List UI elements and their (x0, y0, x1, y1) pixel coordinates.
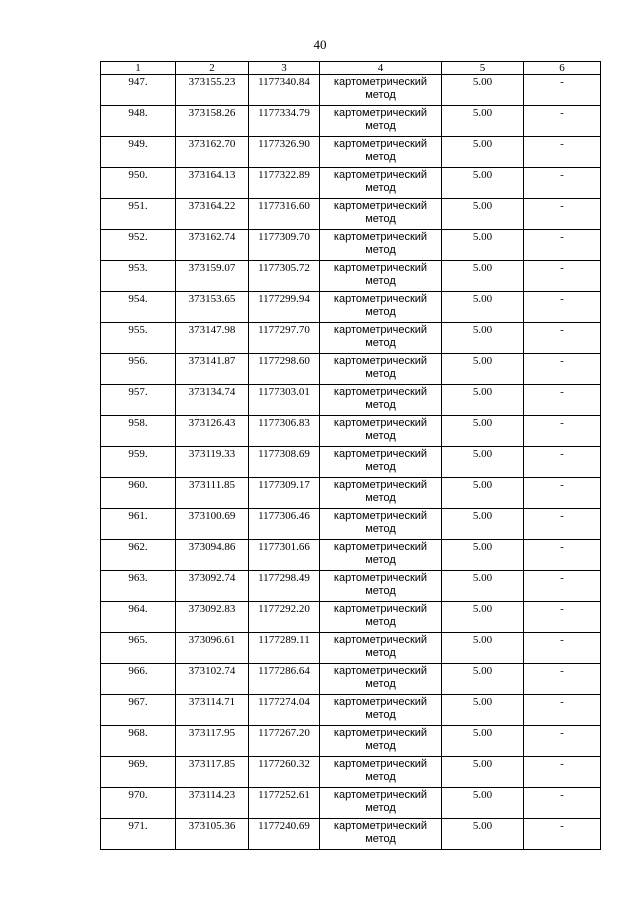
accuracy-cell: 5.00 (442, 788, 524, 819)
x-coordinate-cell: 373164.13 (176, 168, 249, 199)
y-coordinate-cell: 1177309.70 (249, 230, 320, 261)
accuracy-cell: 5.00 (442, 354, 524, 385)
method-line-2: метод (365, 492, 396, 504)
x-coordinate-cell: 373158.26 (176, 106, 249, 137)
accuracy-cell: 5.00 (442, 602, 524, 633)
table-header-row (101, 62, 601, 75)
table-row (101, 323, 601, 354)
method-line-2: метод (365, 616, 396, 628)
x-coordinate-cell: 373159.07 (176, 261, 249, 292)
column-header: 4 (320, 62, 442, 75)
column-header: 6 (524, 62, 601, 75)
method-line-1: картометрический (333, 262, 428, 274)
point-number-cell: 950. (101, 168, 176, 199)
note-cell: - (524, 261, 601, 292)
table-row (101, 540, 601, 571)
accuracy-cell: 5.00 (442, 509, 524, 540)
method-line-2: метод (365, 244, 396, 256)
accuracy-cell: 5.00 (442, 75, 524, 106)
method-line-2: метод (365, 647, 396, 659)
method-line-1: картометрический (333, 107, 428, 119)
accuracy-cell: 5.00 (442, 695, 524, 726)
accuracy-cell: 5.00 (442, 106, 524, 137)
method-cell (320, 633, 442, 664)
method-line-2: метод (365, 306, 396, 318)
method-line-1: картометрический (333, 634, 428, 646)
note-cell: - (524, 509, 601, 540)
method-cell (320, 354, 442, 385)
y-coordinate-cell: 1177292.20 (249, 602, 320, 633)
method-line-1: картометрический (333, 727, 428, 739)
y-coordinate-cell: 1177316.60 (249, 199, 320, 230)
y-coordinate-cell: 1177267.20 (249, 726, 320, 757)
x-coordinate-cell: 373162.74 (176, 230, 249, 261)
y-coordinate-cell: 1177326.90 (249, 137, 320, 168)
table-row (101, 819, 601, 850)
y-coordinate-cell: 1177298.60 (249, 354, 320, 385)
coordinates-table (100, 61, 601, 850)
accuracy-cell: 5.00 (442, 478, 524, 509)
x-coordinate-cell: 373147.98 (176, 323, 249, 354)
x-coordinate-cell: 373164.22 (176, 199, 249, 230)
x-coordinate-cell: 373155.23 (176, 75, 249, 106)
method-line-2: метод (365, 430, 396, 442)
method-line-2: метод (365, 740, 396, 752)
accuracy-cell: 5.00 (442, 199, 524, 230)
y-coordinate-cell: 1177252.61 (249, 788, 320, 819)
x-coordinate-cell: 373102.74 (176, 664, 249, 695)
method-line-1: картометрический (333, 448, 428, 460)
method-line-2: метод (365, 89, 396, 101)
column-header: 1 (101, 62, 176, 75)
table-row (101, 168, 601, 199)
y-coordinate-cell: 1177297.70 (249, 323, 320, 354)
method-line-2: метод (365, 802, 396, 814)
note-cell: - (524, 75, 601, 106)
point-number-cell: 965. (101, 633, 176, 664)
table-row (101, 571, 601, 602)
method-cell (320, 664, 442, 695)
note-cell: - (524, 664, 601, 695)
method-line-1: картометрический (333, 200, 428, 212)
accuracy-cell: 5.00 (442, 323, 524, 354)
method-cell (320, 509, 442, 540)
x-coordinate-cell: 373162.70 (176, 137, 249, 168)
method-line-1: картометрический (333, 789, 428, 801)
note-cell: - (524, 354, 601, 385)
point-number-cell: 963. (101, 571, 176, 602)
method-line-1: картометрический (333, 386, 428, 398)
x-coordinate-cell: 373094.86 (176, 540, 249, 571)
accuracy-cell: 5.00 (442, 757, 524, 788)
point-number-cell: 948. (101, 106, 176, 137)
y-coordinate-cell: 1177260.32 (249, 757, 320, 788)
method-line-2: метод (365, 182, 396, 194)
y-coordinate-cell: 1177306.46 (249, 509, 320, 540)
column-header: 5 (442, 62, 524, 75)
method-line-2: метод (365, 678, 396, 690)
method-line-1: картометрический (333, 138, 428, 150)
y-coordinate-cell: 1177299.94 (249, 292, 320, 323)
note-cell: - (524, 633, 601, 664)
y-coordinate-cell: 1177334.79 (249, 106, 320, 137)
x-coordinate-cell: 373092.83 (176, 602, 249, 633)
table-row (101, 602, 601, 633)
method-line-1: картометрический (333, 665, 428, 677)
accuracy-cell: 5.00 (442, 664, 524, 695)
point-number-cell: 956. (101, 354, 176, 385)
note-cell: - (524, 168, 601, 199)
note-cell: - (524, 106, 601, 137)
y-coordinate-cell: 1177340.84 (249, 75, 320, 106)
point-number-cell: 951. (101, 199, 176, 230)
method-cell (320, 137, 442, 168)
x-coordinate-cell: 373105.36 (176, 819, 249, 850)
point-number-cell: 957. (101, 385, 176, 416)
accuracy-cell: 5.00 (442, 571, 524, 602)
x-coordinate-cell: 373117.95 (176, 726, 249, 757)
page-number: 40 (313, 37, 327, 52)
accuracy-cell: 5.00 (442, 416, 524, 447)
method-line-2: метод (365, 399, 396, 411)
method-cell (320, 788, 442, 819)
method-line-2: метод (365, 213, 396, 225)
method-line-1: картометрический (333, 417, 428, 429)
method-cell (320, 199, 442, 230)
note-cell: - (524, 695, 601, 726)
note-cell: - (524, 757, 601, 788)
note-cell: - (524, 540, 601, 571)
point-number-cell: 961. (101, 509, 176, 540)
method-cell (320, 106, 442, 137)
x-coordinate-cell: 373134.74 (176, 385, 249, 416)
point-number-cell: 955. (101, 323, 176, 354)
table-row (101, 106, 601, 137)
accuracy-cell: 5.00 (442, 726, 524, 757)
point-number-cell: 959. (101, 447, 176, 478)
table-row (101, 509, 601, 540)
point-number-cell: 947. (101, 75, 176, 106)
method-cell (320, 292, 442, 323)
method-cell (320, 416, 442, 447)
note-cell: - (524, 385, 601, 416)
y-coordinate-cell: 1177322.89 (249, 168, 320, 199)
table-row (101, 137, 601, 168)
method-line-1: картометрический (333, 541, 428, 553)
accuracy-cell: 5.00 (442, 292, 524, 323)
table-row (101, 75, 601, 106)
method-cell (320, 75, 442, 106)
column-header: 2 (176, 62, 249, 75)
note-cell: - (524, 447, 601, 478)
point-number-cell: 970. (101, 788, 176, 819)
method-line-2: метод (365, 709, 396, 721)
table-row (101, 664, 601, 695)
y-coordinate-cell: 1177240.69 (249, 819, 320, 850)
note-cell: - (524, 478, 601, 509)
table-row (101, 292, 601, 323)
point-number-cell: 960. (101, 478, 176, 509)
method-line-2: метод (365, 151, 396, 163)
accuracy-cell: 5.00 (442, 540, 524, 571)
method-line-2: метод (365, 585, 396, 597)
y-coordinate-cell: 1177301.66 (249, 540, 320, 571)
x-coordinate-cell: 373114.23 (176, 788, 249, 819)
method-line-1: картометрический (333, 355, 428, 367)
y-coordinate-cell: 1177289.11 (249, 633, 320, 664)
point-number-cell: 971. (101, 819, 176, 850)
method-line-2: метод (365, 554, 396, 566)
method-line-1: картометрический (333, 169, 428, 181)
method-line-2: метод (365, 275, 396, 287)
table-row (101, 633, 601, 664)
y-coordinate-cell: 1177306.83 (249, 416, 320, 447)
accuracy-cell: 5.00 (442, 137, 524, 168)
note-cell: - (524, 726, 601, 757)
table-row (101, 261, 601, 292)
method-cell (320, 447, 442, 478)
y-coordinate-cell: 1177305.72 (249, 261, 320, 292)
method-line-1: картометрический (333, 479, 428, 491)
note-cell: - (524, 199, 601, 230)
method-line-2: метод (365, 833, 396, 845)
x-coordinate-cell: 373111.85 (176, 478, 249, 509)
table-row (101, 447, 601, 478)
method-line-1: картометрический (333, 758, 428, 770)
accuracy-cell: 5.00 (442, 633, 524, 664)
table-row (101, 354, 601, 385)
note-cell: - (524, 323, 601, 354)
point-number-cell: 966. (101, 664, 176, 695)
table-row (101, 726, 601, 757)
method-line-1: картометрический (333, 603, 428, 615)
method-cell (320, 726, 442, 757)
method-line-1: картометрический (333, 820, 428, 832)
method-line-2: метод (365, 771, 396, 783)
method-cell (320, 602, 442, 633)
method-line-2: метод (365, 523, 396, 535)
y-coordinate-cell: 1177274.04 (249, 695, 320, 726)
y-coordinate-cell: 1177298.49 (249, 571, 320, 602)
x-coordinate-cell: 373153.65 (176, 292, 249, 323)
accuracy-cell: 5.00 (442, 385, 524, 416)
method-cell (320, 478, 442, 509)
method-line-1: картометрический (333, 231, 428, 243)
point-number-cell: 953. (101, 261, 176, 292)
method-cell (320, 261, 442, 292)
note-cell: - (524, 819, 601, 850)
method-cell (320, 571, 442, 602)
method-cell (320, 695, 442, 726)
y-coordinate-cell: 1177309.17 (249, 478, 320, 509)
point-number-cell: 967. (101, 695, 176, 726)
note-cell: - (524, 137, 601, 168)
method-line-2: метод (365, 368, 396, 380)
table-body (101, 75, 601, 850)
note-cell: - (524, 230, 601, 261)
method-cell (320, 540, 442, 571)
method-cell (320, 757, 442, 788)
method-line-1: картометрический (333, 510, 428, 522)
x-coordinate-cell: 373092.74 (176, 571, 249, 602)
accuracy-cell: 5.00 (442, 447, 524, 478)
y-coordinate-cell: 1177286.64 (249, 664, 320, 695)
x-coordinate-cell: 373096.61 (176, 633, 249, 664)
y-coordinate-cell: 1177303.01 (249, 385, 320, 416)
table-row (101, 757, 601, 788)
point-number-cell: 958. (101, 416, 176, 447)
method-cell (320, 230, 442, 261)
x-coordinate-cell: 373119.33 (176, 447, 249, 478)
method-line-2: метод (365, 337, 396, 349)
method-cell (320, 385, 442, 416)
method-line-1: картометрический (333, 572, 428, 584)
method-line-2: метод (365, 461, 396, 473)
point-number-cell: 968. (101, 726, 176, 757)
x-coordinate-cell: 373100.69 (176, 509, 249, 540)
point-number-cell: 949. (101, 137, 176, 168)
method-cell (320, 323, 442, 354)
table-row (101, 478, 601, 509)
table-row (101, 230, 601, 261)
method-line-1: картометрический (333, 696, 428, 708)
method-cell (320, 168, 442, 199)
accuracy-cell: 5.00 (442, 261, 524, 292)
accuracy-cell: 5.00 (442, 819, 524, 850)
y-coordinate-cell: 1177308.69 (249, 447, 320, 478)
note-cell: - (524, 292, 601, 323)
method-line-1: картометрический (333, 324, 428, 336)
table-row (101, 788, 601, 819)
x-coordinate-cell: 373141.87 (176, 354, 249, 385)
x-coordinate-cell: 373117.85 (176, 757, 249, 788)
accuracy-cell: 5.00 (442, 230, 524, 261)
method-line-1: картометрический (333, 76, 428, 88)
method-line-2: метод (365, 120, 396, 132)
table-row (101, 695, 601, 726)
table-row (101, 199, 601, 230)
point-number-cell: 954. (101, 292, 176, 323)
note-cell: - (524, 416, 601, 447)
note-cell: - (524, 602, 601, 633)
accuracy-cell: 5.00 (442, 168, 524, 199)
point-number-cell: 952. (101, 230, 176, 261)
point-number-cell: 964. (101, 602, 176, 633)
note-cell: - (524, 788, 601, 819)
method-line-1: картометрический (333, 293, 428, 305)
note-cell: - (524, 571, 601, 602)
x-coordinate-cell: 373126.43 (176, 416, 249, 447)
column-header: 3 (249, 62, 320, 75)
table-row (101, 385, 601, 416)
point-number-cell: 962. (101, 540, 176, 571)
x-coordinate-cell: 373114.71 (176, 695, 249, 726)
method-cell (320, 819, 442, 850)
point-number-cell: 969. (101, 757, 176, 788)
table-row (101, 416, 601, 447)
